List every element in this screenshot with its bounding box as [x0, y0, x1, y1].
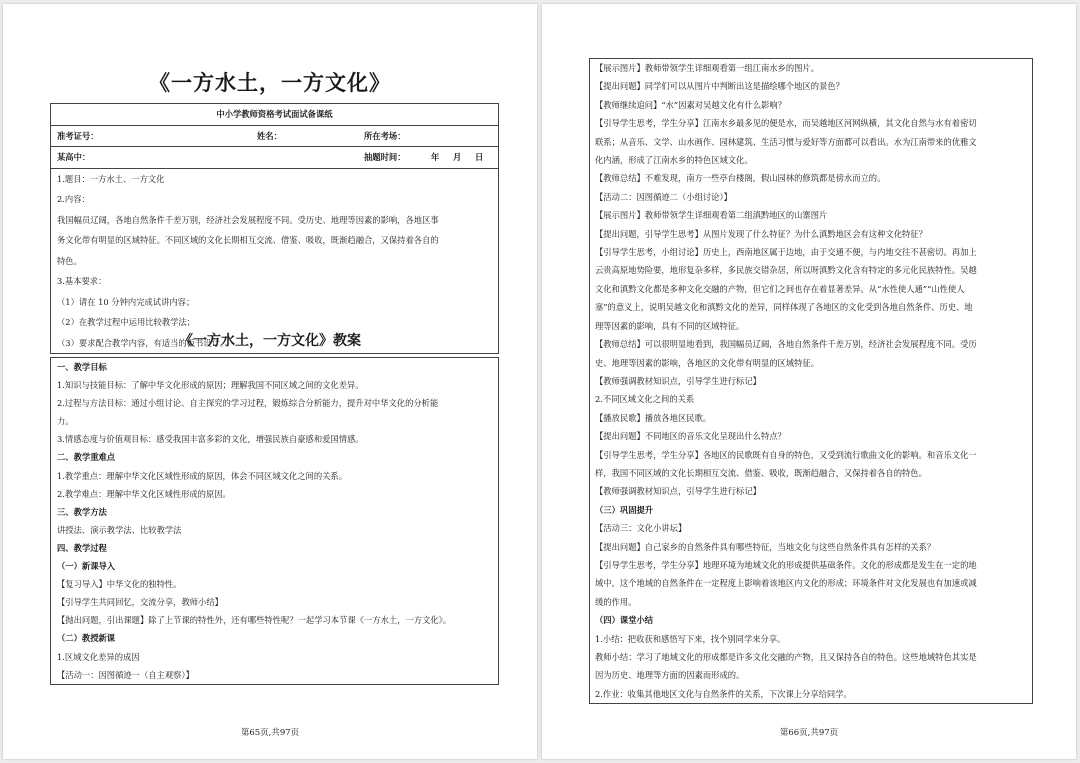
text-line: 1.区域文化差异的成因	[57, 651, 140, 662]
text-line: 因为历史、地理等方面的因素而形成的。	[595, 670, 745, 681]
text-line: 教师小结：学习了地域文化的形成都是许多文化交融的产物，且又保持各自的特色。这些地域特色其实是	[595, 652, 977, 662]
text-line: （四）课堂小结	[595, 615, 654, 626]
text-line: 【教师总结】可以很明显地看到，我国幅员辽阔，各地自然条件千差万别，经济社会发展程度不同。受历	[595, 339, 977, 350]
text-line: （三）巩固提升	[595, 504, 654, 515]
text-line: 3.基本要求：	[57, 276, 107, 286]
lesson-plan-continued-content	[590, 59, 1032, 703]
text-line: （3）要求配合教学内容，有适当的板书设计。	[57, 337, 229, 348]
text-line: 二、教学重难点	[57, 452, 116, 463]
text-line: 【复习导入】中华文化的独特性。	[57, 579, 182, 590]
text-line: 【引导学生共同回忆，交流分享，教师小结】	[57, 597, 223, 608]
text-line: 【活动三：文化小讲坛】	[595, 523, 687, 534]
text-line: 1.小结：把收获和感悟写下来，找个别同学来分享。	[595, 633, 786, 644]
year-label: 年	[431, 152, 440, 162]
text-line: 化内涵，形成了江南水乡的特色区域文化。	[595, 155, 753, 166]
question-content	[51, 169, 498, 354]
document-page-66	[542, 4, 1076, 759]
text-line: 云贵高原地势险要，地形复杂多样，多民族交错杂居，所以呀滇黔文化含有特定的多元化民族特性。吴越	[595, 265, 977, 276]
text-line: 【展示图片】教师带领学生详细观看第一组江南水乡的图片。	[595, 63, 820, 73]
text-line: 【教师总结】不难发现，南方一些亭台楼阁，假山园林的修筑都是傍水而立的。	[595, 173, 886, 184]
exam-room-label: 所在考场：	[364, 130, 406, 141]
text-line: （二）教授新课	[57, 633, 116, 644]
page-number: 第65页,共97页	[240, 728, 300, 738]
candidate-info-row	[51, 126, 498, 148]
text-line: 缓的作用。	[595, 596, 637, 607]
text-line: 3.情感态度与价值观目标：感受我国丰富多彩的文化，增强民族自豪感和爱国情感。	[57, 434, 364, 445]
text-line: 1.题目：一方水土、一方文化	[57, 173, 165, 184]
text-line: 【提出问题】自己家乡的自然条件具有哪些特征，当地文化与这些自然条件具有怎样的关系？	[595, 541, 936, 552]
text-line: 【引导学生思考，小组讨论】历史上，西南地区属于边地，由于交通不便，与内地交往不甚密切。再加上	[595, 247, 977, 258]
text-line: 【教师继续追问】“水”因素对吴越文化有什么影响？	[595, 99, 787, 110]
exam-number-label: 准考证号：	[57, 130, 99, 141]
lesson-plan-content	[51, 358, 498, 684]
text-line: （1）请在 10 分钟内完成试讲内容；	[57, 296, 195, 307]
month-label: 月	[453, 152, 462, 162]
document-title: 《一方水土，一方文化》	[149, 70, 391, 95]
text-line: 【提出问题，引导学生思考】从图片发现了什么特征？为什么滇黔地区会有这种文化特征？	[595, 228, 927, 239]
text-line: 塞”的意义上，说明吴越文化和滇黔文化的差异，同样体现了各地区的文化受到各地自然条件、历史、地	[595, 302, 973, 313]
text-line: 文化和滇黔文化都是多种文化交融的产物，但它们之间也存在着显著差异。从“水性使人通”“山性使人	[595, 283, 965, 294]
lesson-plan-box-part2	[589, 58, 1033, 704]
school-level-label: 某高中：	[57, 152, 91, 162]
text-line: 务文化带有明显的区域特征。不同区域的文化长期相互交流、借鉴、吸收，既渐趋融合，又保持着各自的	[57, 235, 439, 245]
text-line: 【播放民歌】播放各地区民歌。	[595, 412, 712, 423]
day-label: 日	[475, 152, 484, 162]
document-page-65	[3, 4, 537, 759]
text-line: 1.教学重点：理解中华文化区域性形成的原因，体会不同区域文化之间的关系。	[57, 470, 348, 481]
text-line: （一）新课导入	[57, 561, 116, 572]
text-line: 1.知识与技能目标：了解中华文化形成的原因；理解我国不同区域之间的文化差异。	[57, 380, 364, 391]
text-line: 史、地理等因素的影响，各地区的文化带有明显的区域特征。	[595, 357, 820, 368]
lesson-plan-title: 《一方水土，一方文化》教案	[179, 333, 361, 349]
text-line: 【提出问题】同学们可以从图片中判断出这是描绘哪个地区的景色？	[595, 81, 844, 92]
text-line: 【活动一：因图循迹一（自主观察）】	[57, 669, 194, 680]
text-line: 【活动二：因图循迹二（小组讨论）】	[595, 191, 732, 202]
text-line: 2.内容：	[57, 194, 90, 204]
name-label: 姓名：	[257, 130, 282, 141]
text-line: 理等因素的影响，具有不同的区域特征。	[595, 320, 745, 331]
text-line: 2.教学难点：理解中华文化区域性形成的原因。	[57, 488, 231, 499]
text-line: 样，我国不同区域的文化长期相互交流、借鉴、吸收，既渐趋融合，又保持着各自的特色。	[595, 467, 927, 478]
text-line: 2.过程与方法目标：通过小组讨论、自主探究的学习过程，锻炼综合分析能力，提升对中华文化的分析能	[57, 398, 439, 409]
text-line: 四、教学过程	[57, 542, 107, 553]
text-line: 【提出问题】不同地区的音乐文化呈现出什么特点？	[595, 431, 786, 442]
text-line: 【教师强调教材知识点，引导学生进行标记】	[595, 375, 761, 386]
text-line: 【展示图片】教师带领学生详细观看第二组滇黔地区的山寨图片	[595, 210, 828, 221]
text-line: 联系；从音乐、文学、山水画作、园林建筑、生活习惯与爱好等方面都可以看出。水为江南带来的优雅文	[595, 136, 977, 147]
form-title: 中小学教师资格考试面试备课纸	[51, 104, 498, 126]
text-line: 【教师强调教材知识点，引导学生进行标记】	[595, 486, 761, 497]
text-line: 【抛出问题，引出课题】除了上节课的特性外，还有哪些特性呢？一起学习本节课《一方水土，一方文化》。	[57, 615, 452, 626]
text-line: 特色。	[57, 255, 82, 266]
text-line: 讲授法、演示教学法、比较教学法	[57, 524, 182, 535]
text-line: 【引导学生思考，学生分享】地理环境为地域文化的形成提供基础条件。文化的形成都是发生在一定的地	[595, 559, 977, 570]
text-line: 【引导学生思考，学生分享】各地区的民歌既有自身的特色，又受到流行歌曲文化的影响。和音乐文化一	[595, 449, 977, 460]
text-line: 2.作业：收集其他地区文化与自然条件的关系，下次课上分享给同学。	[595, 688, 852, 699]
text-line: （2）在教学过程中运用比较教学法；	[57, 317, 196, 327]
text-line: 域中，这个地域的自然条件在一定程度上影响着该地区内文化的形成；环境条件对文化发展也有加速或减	[595, 578, 977, 589]
text-line: 一、教学目标	[57, 362, 107, 372]
text-line: 我国幅员辽阔，各地自然条件千差万别，经济社会发展程度不同。受历史、地理等因素的影响，各地区事	[57, 214, 439, 225]
text-line: 2.不同区域文化之间的关系	[595, 394, 695, 405]
text-line: 三、教学方法	[57, 506, 107, 517]
draw-info-row	[51, 147, 498, 169]
text-line: 力。	[57, 416, 74, 427]
page-number: 第66页,共97页	[779, 728, 839, 738]
draw-time-label: 抽题时间：	[364, 152, 406, 162]
text-line: 【引导学生思考，学生分享】江南水乡最多见的便是水，而吴越地区河网纵横，其文化自然与水有着密切	[595, 118, 977, 129]
exam-prep-sheet	[50, 103, 499, 354]
lesson-plan-box-part1	[50, 357, 499, 685]
